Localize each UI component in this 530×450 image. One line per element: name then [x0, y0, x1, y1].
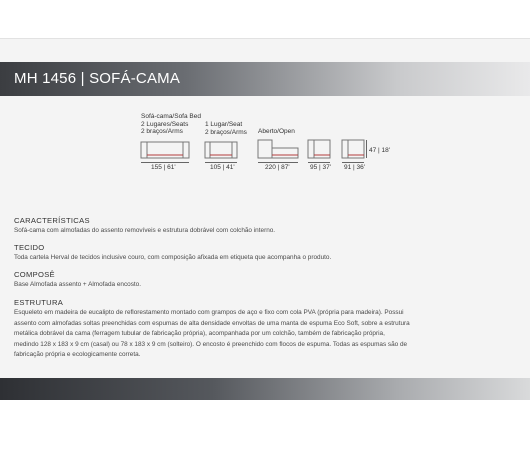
section-caracteristicas — [14, 216, 444, 237]
sofa-bed-labels — [141, 113, 201, 136]
section-text-compose: Base Almofada assento + Almofada encosto. — [14, 281, 142, 288]
estrutura-line-5: fabricação própria e ecologicamente correta. — [14, 351, 141, 359]
section-text-caracteristicas: Sofá-cama com almofadas do assento removíveis e estrutura dobrável com colchão interno. — [14, 227, 276, 234]
one-seat-label-2: 2 braços/Arms — [205, 128, 247, 136]
section-text-tecido: Toda cartela Herval de tecidos inclusive couro, com composição afixada em etiqueta que acompanha o produto. — [14, 254, 332, 261]
side-depth-dim-line — [342, 162, 364, 163]
side-height-dim-line — [366, 140, 367, 158]
side-depth-width: 91 | 36' — [344, 164, 366, 171]
section-estrutura — [14, 298, 454, 361]
one-seat-label-1: 1 Lugar/Seat — [205, 121, 243, 128]
side-depth-diagram — [341, 138, 365, 160]
section-heading-caracteristicas: CARACTERÍSTICAS — [14, 216, 90, 225]
sofa-bed-diagram — [140, 140, 190, 160]
estrutura-line-1: Esqueleto em madeira de eucalipto de reflorestamento montado com grampos de aço e fixo com cola PVA (própria para madeira). Possui — [14, 309, 404, 316]
open-label-block — [258, 128, 295, 136]
section-text-estrutura — [14, 308, 454, 361]
estrutura-line-4: medindo 128 x 183 x 9 cm (casal) ou 78 x 183 x 9 cm (solteiro). O encosto é preenchido com flocos de espuma. Todas as espumas são de — [14, 340, 408, 348]
section-heading-compose: COMPOSÊ — [14, 270, 55, 279]
closed-depth-diagram — [307, 138, 331, 160]
title-band — [0, 62, 530, 96]
open-diagram — [257, 138, 299, 160]
sofa-bed-width: 155 | 61' — [151, 164, 176, 171]
closed-depth-dim-line — [308, 162, 330, 163]
sheet-top-edge — [0, 38, 530, 39]
one-seat-width: 105 | 41' — [210, 164, 235, 171]
page-title: MH 1456 | SOFÁ-CAMA — [14, 70, 181, 87]
section-compose — [14, 270, 444, 291]
estrutura-line-2: assento com almofadas soltas preenchidas com espumas de alta densidade envoltas de uma manta de espuma Eco Soft, sobre a estrutura — [14, 319, 410, 327]
sofa-bed-label-2: 2 Lugares/Seats — [141, 120, 189, 128]
section-tecido — [14, 243, 444, 264]
sofa-bed-label-1: Sofá-cama/Sofa Bed — [141, 113, 201, 120]
one-seat-labels — [205, 121, 247, 136]
sofa-bed-label-3: 2 braços/Arms — [141, 128, 183, 135]
open-width: 220 | 87' — [265, 164, 290, 171]
bottom-band — [0, 378, 530, 400]
section-heading-tecido: TECIDO — [14, 243, 45, 252]
estrutura-line-3: metálica dobrável da cama (ferragem tubular de fabricação própria), acompanhada por um colchão, também de fabricação própria, — [14, 330, 385, 338]
side-height: 47 | 18' — [369, 147, 391, 154]
open-label: Aberto/Open — [258, 128, 295, 135]
sofa-bed-dim-line — [141, 162, 189, 163]
one-seat-diagram — [204, 140, 238, 160]
section-heading-estrutura: ESTRUTURA — [14, 298, 64, 307]
open-dim-line — [258, 162, 298, 163]
closed-depth-width: 95 | 37' — [310, 164, 332, 171]
one-seat-dim-line — [205, 162, 237, 163]
